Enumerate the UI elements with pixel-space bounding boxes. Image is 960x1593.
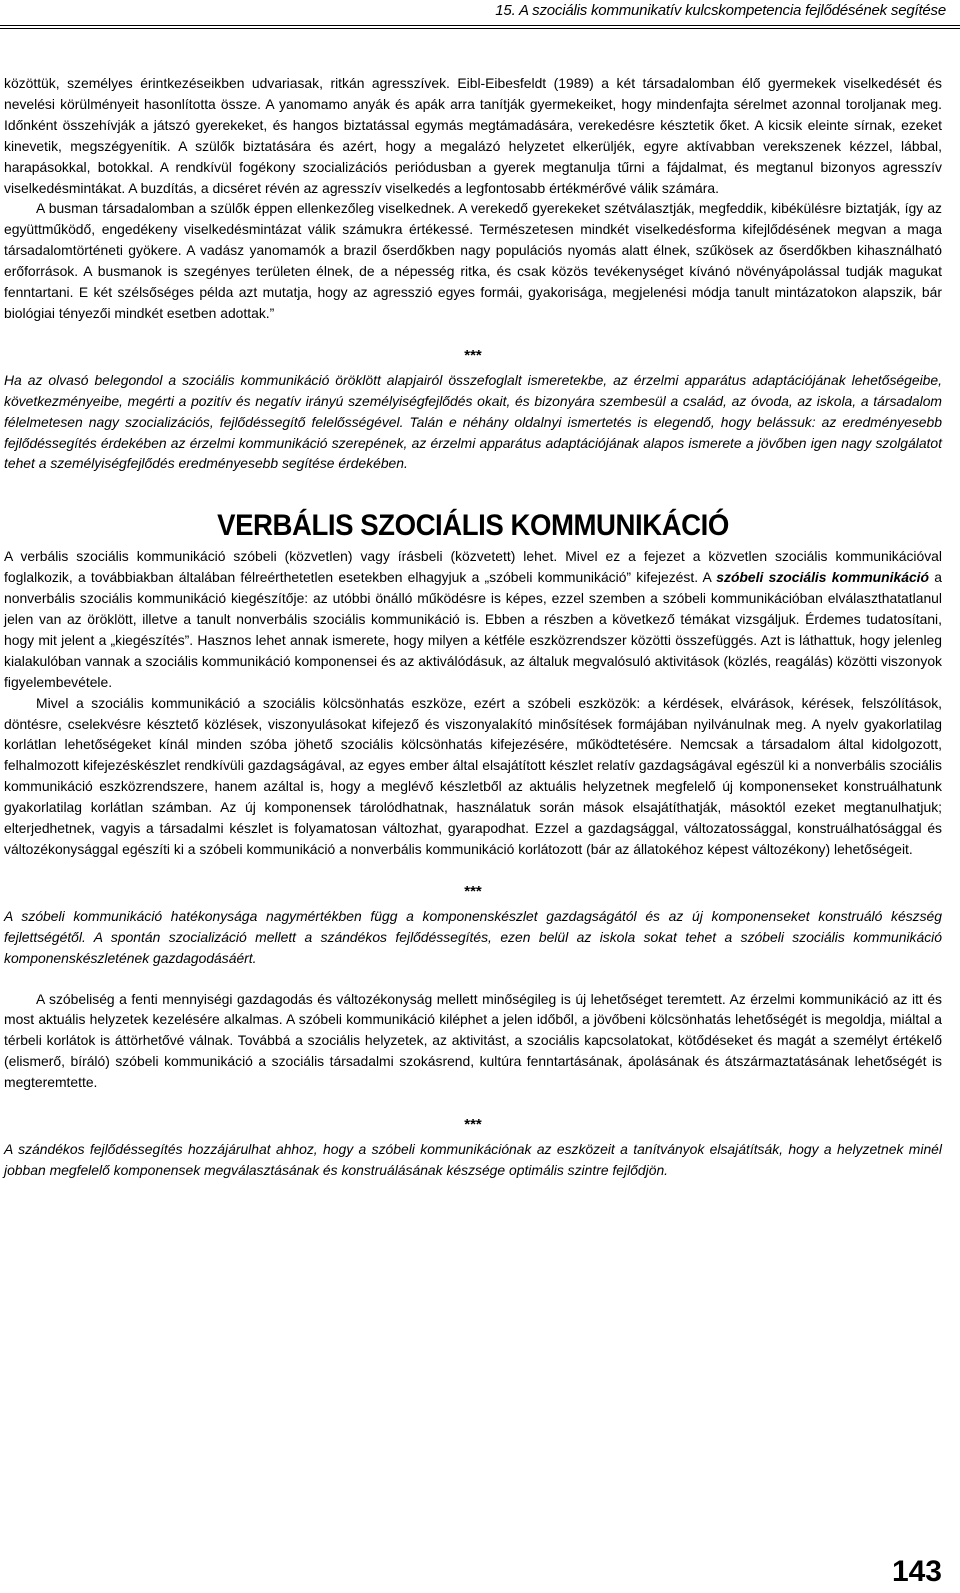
- paragraph-4: Mivel a szociális kommunikáció a szociális kölcsönhatás eszköze, ezért a szóbeli eszközök: a kérdések, elvárások, kérések, felszólítások, döntésre, cselekvésre késztető közlések, viszonyulásokat kifejező és viszonyalakító minősítések formájában nyilvánulnak meg. A nyelv gyakorlatilag korlátlan lehetőségeket kínál minden szóba jöhető szociális kölcsönhatás kifejezésére, működtetésére. Nemcsak a társadalom által kidolgozott, felhalmozott kifejezéskészlet rendkívüli gazdagságával, az egyes ember által elsajátított készlet relatív gazdagságával egészül ki a nonverbális szociális kommunikáció eszközrendszere, hanem azáltal is, hogy a meglévő készletből az aktuális helyzetnek megfelelő új komponenseket konstruálhatunk gyakorlatilag korlátlan számban. Az új komponensek tárolódhatnak, használatuk során mások elsajátíthatják, másoktól ezeket megtanulhatjuk; elterjedhetnek, vagyis a társadalmi készlet is folyamatosan változhat, gyarapodhat. Ezzel a gazdagsággal, változatossággal, konstruálhatósággal és változékonysággal egészíti ki a szóbeli kommunikáció a nonverbális kommunikáció korlátozott (bár az állatokéhoz képest változékony) lehetőségeit.: [4, 694, 942, 857]
- section-separator: ***: [464, 882, 482, 900]
- section-separator: ***: [464, 346, 482, 364]
- italic-summary-2: A szóbeli kommunikáció hatékonysága nagymértékben függ a komponenskészlet gazdagságától és az új komponenseket konstruáló készség fejlettségétől. A spontán szocializáció mellett a szándékos fejlődéssegítés, ezen belül az iskola sokat tehet a szóbeli szociális kommunikáció komponenskészletének gazdagodásáért.: [4, 907, 942, 966]
- running-header: [0, 0, 960, 34]
- paragraph-3: [4, 546, 942, 692]
- header-rule: [0, 25, 960, 29]
- page-number: 143: [891, 1555, 942, 1588]
- paragraph-2: A busman társadalomban a szülők éppen ellenkezőleg viselkednek. A verekedő gyerekeket szétválasztják, megfeddik, kibékülésre biztatják, így az együttműködő, engedékeny viselkedésmintázat válik számukra értékessé. Természetesen mindkét viselkedésforma kifejlődésének megvan a maga társadalomtörténeti gyökere. A vadász yanomamók a brazil őserdőkben nagy populációs nyomás alatt élnek, szűkösek az őserdőkben kihasználható erőforrások. A busmanok is szegényes területen élnek, de a népesség ritka, és csak közös tevékenységet kívánó növényápolással tudják magukat fenntartani. E két szélsőséges példa azt mutatja, hogy az agresszió egyes formái, gyakorisága, megjelenési módja tanult mintázatokon alapszik, bár biológiai tényezői mindkét esetben adottak.”: [4, 200, 942, 321]
- page-body: [4, 73, 942, 1181]
- section-separator: ***: [464, 1116, 482, 1134]
- paragraph-3-part-2: a nonverbális szociális kommunikáció kiegészítője: az utóbbi önálló működésre is képes, ezzel szemben a szóbeli kommunikációban elválaszthatatlanul jelen van az öröklött, illetve a tanult nonverbális szociális kommunikáció is. Ebben a részben a következő témákat vizsgáljuk. Érdemes tudatosítani, hogy mit jelent a „kiegészítés”. Hasznos lehet annak ismerete, hogy milyen a kétféle eszközrendszer közötti összefüggés. Azt is láthattuk, hogy jelenleg kialakulóban vannak a szociális kommunikáció komponensei és az aktiválódásuk, az általuk megvalósuló aktivitások (közlés, reagálás) közötti viszonyok figyelembevétele.: [4, 569, 942, 690]
- paragraph-3-part-1: A verbális szociális kommunikáció szóbeli (közvetlen) vagy írásbeli (közvetett) lehet. Mivel ez a fejezet a közvetlen szociális kommunikációval foglalkozik, a továbbiakban általában félreérthetetlen esetekben elhagyjuk a „szóbeli kommunikáció” kifejezést. A: [4, 548, 942, 586]
- italic-summary-3: A szándékos fejlődéssegítés hozzájárulhat ahhoz, hogy a szóbeli kommunikációnak az eszközeit a tanítványok elsajátítsák, hogy a helyzetnek minél jobban megfelelő komponensek megválasztásának és konstruálásának készsége optimális szintre fejlődjön.: [4, 1140, 942, 1178]
- paragraph-3-emphasis: szóbeli szociális kommunikáció: [716, 569, 930, 586]
- running-header-title: 15. A szociális kommunikatív kulcskompetencia fejlődésének segítése: [495, 2, 946, 19]
- section-heading: VERBÁLIS SZOCIÁLIS KOMMUNIKÁCIÓ: [217, 509, 729, 543]
- paragraph-5: A szóbeliség a fenti mennyiségi gazdagodás és változékonyság mellett minőségileg is új lehetőséget teremtett. Az érzelmi kommunikáció az itt és most aktuális helyzetek kezelésére alkalmas. A szóbeli kommunikáció kiléphet a jelen időből, a jövőbeni kölcsönhatás lehetőségét is megoldja, miáltal a térbeli korlátok is áttörhetővé válnak. Továbbá a szociális helyzetek, az aktivitást, a szociális kapcsolatokat, kötődéseket és magát a személyt értékelő (elismerő, bíráló) szóbeli kommunikáció a szociális társadalmi szokásrend, kultúra fenntartásának, ápolásának és átszármaztatásának lehetőségét is megteremtette.: [4, 990, 942, 1091]
- paragraph-1: közöttük, személyes érintkezéseikben udvariasak, ritkán agresszívek. Eibl-Eibesfeldt (1989) a két társadalomban élő gyermekek viselkedését és nevelési körülményeit hasonlította össze. A yanomamo anyák és apák arra tanítják gyermekeiket, hogy mindenfajta sérelmet azonnal toroljanak meg. Időnként összehívják a játszó gyerekeket, és hangos biztatással egymás megtámadására, verekedésre késztetik őket. A kicsik eleinte sírnak, ezeket kinevetik, megszégyenítik. A szülők biztatására és azért, hogy a megalázó helyzetet elkerüljék, egyre aktívabban verekszenek kézzel, lábbal, harapásokkal, botokkal. A rendkívül fogékony szocializációs periódusban a gyerek megtanulja tűrni a fájdalmat, és megtanul bizonyos agresszív viselkedésmintákat. A buzdítás, a dicséret révén az agresszív viselkedés a legfontosabb értékmérővé válik számára.: [4, 75, 942, 196]
- italic-summary-1: Ha az olvasó belegondol a szociális kommunikáció öröklött alapjairól összefoglalt ismeretekbe, az érzelmi apparátus adaptációjának lehetőségeibe, következményeibe, megérti a pozitív és negatív irányú személyiségfejlődés okait, és bizonyára szembesül a család, az óvoda, az iskola, a társadalom félelmetesen nagy szocializációs, fejlődéssegítő felelősségével. Talán e néhány oldalnyi ismertetés is elegendő, hogy belássuk: az eredményesebb fejlődéssegítés érdekében az érzelmi kommunikáció szerepének, az érzelmi apparátus adaptációjának alapos ismerete a jövőben igen nagy szolgálatot tehet a személyiségfejlődés eredményesebb segítése érdekében.: [4, 371, 942, 472]
